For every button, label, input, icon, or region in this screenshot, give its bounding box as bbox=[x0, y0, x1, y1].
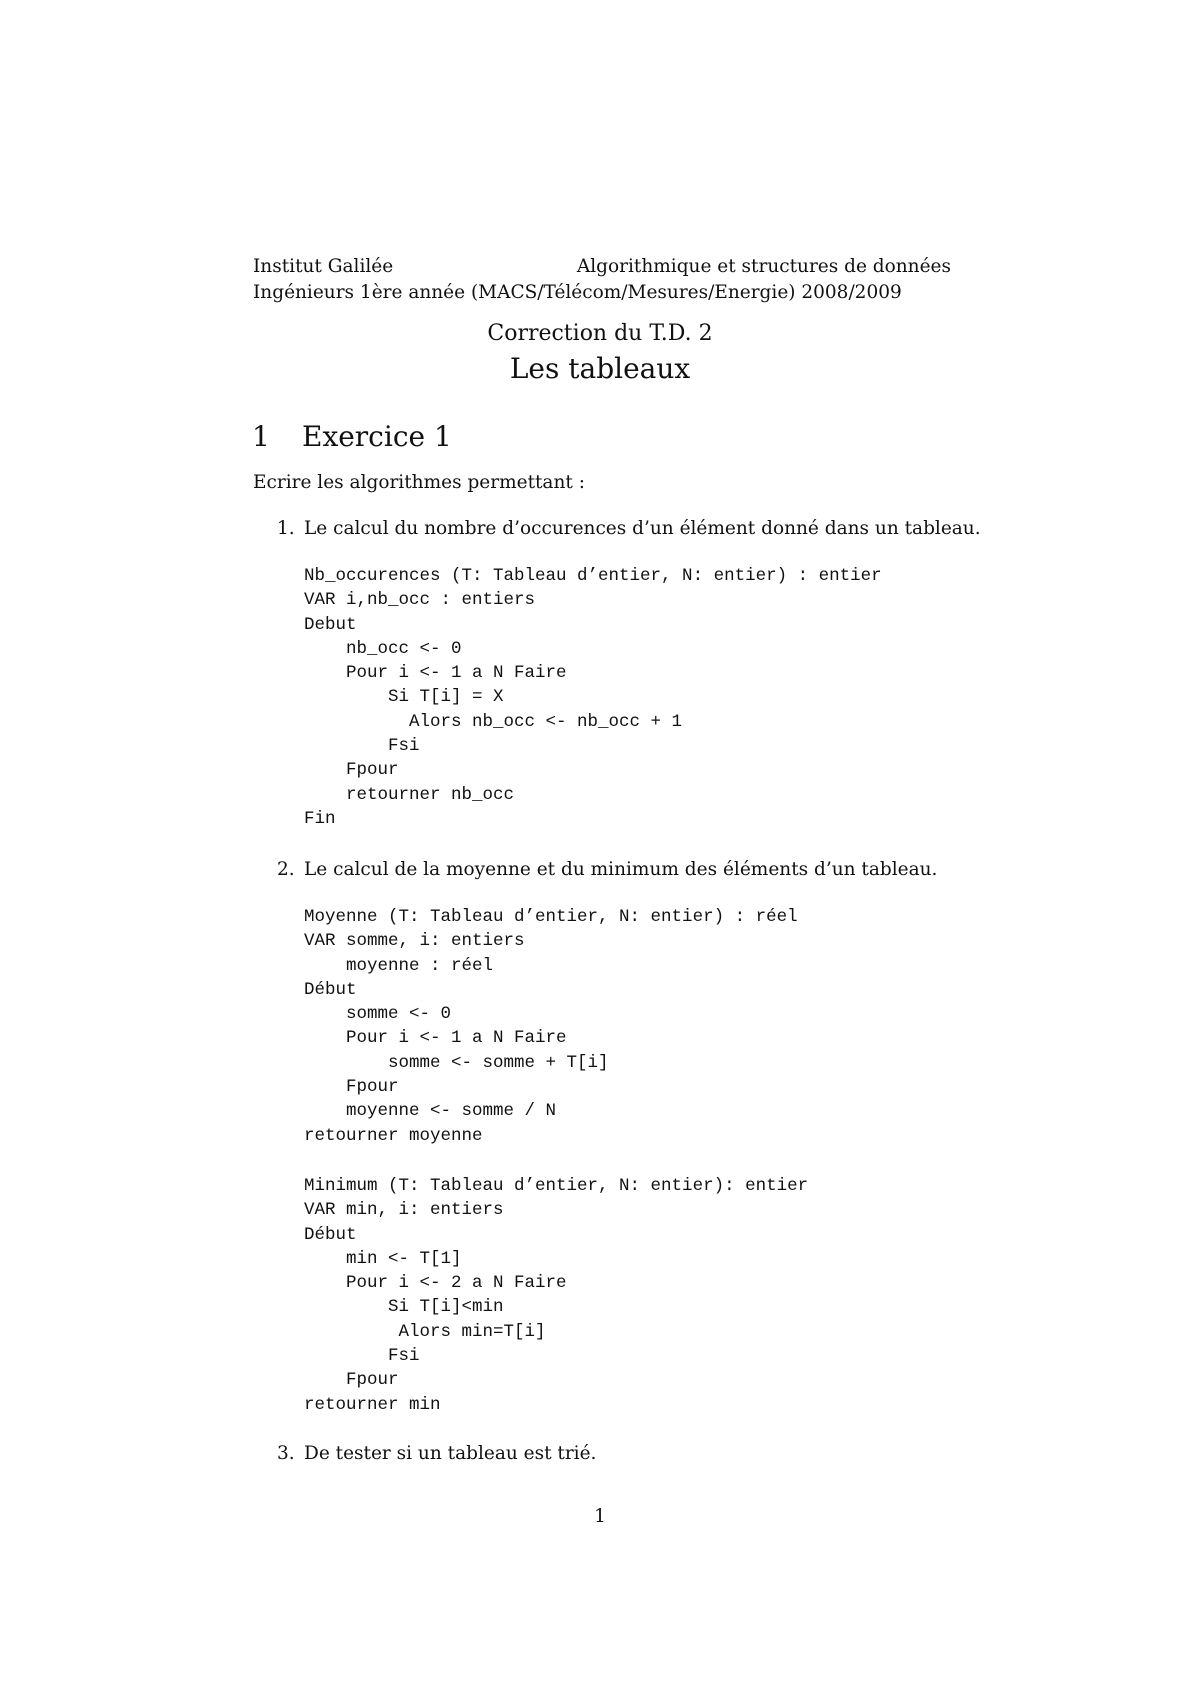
list-marker: 2. bbox=[277, 859, 295, 880]
header-top-line bbox=[253, 256, 951, 278]
list-item-text: Le calcul du nombre d’occurences d’un élément donné dans un tableau. bbox=[304, 518, 981, 539]
institution-name: Institut Galilée bbox=[253, 256, 394, 277]
document-subtitle: Correction du T.D. 2 bbox=[487, 321, 713, 346]
list-item-text: Le calcul de la moyenne et du minimum des éléments d’un tableau. bbox=[304, 859, 938, 880]
section-number: 1 bbox=[252, 420, 270, 453]
section-heading bbox=[252, 420, 452, 454]
page-number: 1 bbox=[594, 1506, 606, 1527]
document-title: Les tableaux bbox=[509, 352, 691, 385]
list-item bbox=[277, 859, 937, 881]
list-marker: 1. bbox=[277, 518, 295, 539]
program-line: Ingénieurs 1ère année (MACS/Télécom/Mesures/Energie) 2008/2009 bbox=[253, 282, 902, 303]
list-item bbox=[277, 518, 981, 540]
code-block-minimum: Minimum (T: Tableau d’entier, N: entier): entier VAR min, i: entiers Début min <- T[1] Pour i <- 2 a N Faire Si T[i]<min Alors min=T[i] Fsi Fpour retourner min bbox=[304, 1176, 809, 1415]
list-marker: 3. bbox=[277, 1443, 295, 1464]
list-item-text: De tester si un tableau est trié. bbox=[304, 1443, 597, 1464]
course-name: Algorithmique et structures de données bbox=[576, 256, 951, 277]
code-block-nb-occurences: Nb_occurences (T: Tableau d’entier, N: entier) : entier VAR i,nb_occ : entiers Debut nb_occ <- 0 Pour i <- 1 a N Faire Si T[i] = X Alors nb_occ <- nb_occ + 1 Fsi Fpour retourner nb_occ Fin bbox=[304, 566, 882, 829]
list-item bbox=[277, 1443, 596, 1465]
section-title: Exercice 1 bbox=[302, 420, 452, 453]
intro-paragraph: Ecrire les algorithmes permettant : bbox=[253, 472, 585, 493]
code-block-moyenne: Moyenne (T: Tableau d’entier, N: entier) : réel VAR somme, i: entiers moyenne : réel Début somme <- 0 Pour i <- 1 a N Faire somme <- somme + T[i] Fpour moyenne <- somme / N retourner moyenne bbox=[304, 907, 798, 1146]
